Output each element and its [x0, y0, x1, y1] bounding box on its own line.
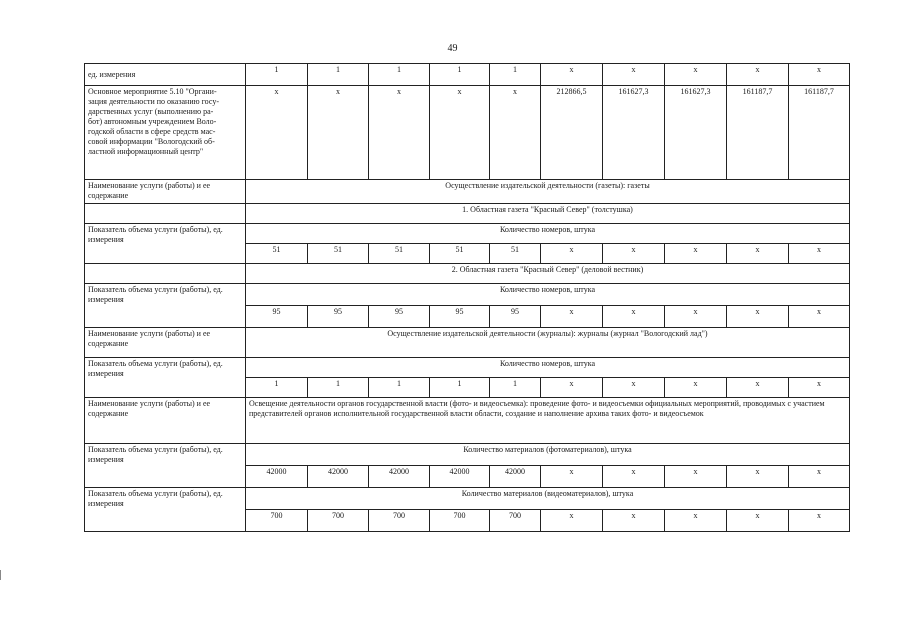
value-cell: x: [603, 378, 665, 398]
value-cell: x: [727, 64, 789, 86]
value-cell: 161627,3: [665, 86, 727, 180]
service-row-newspapers: [85, 180, 850, 204]
value-cell: x: [308, 86, 369, 180]
value-cell: x: [665, 64, 727, 86]
photo-indicator-row: [85, 444, 850, 466]
value-cell: 1: [308, 378, 369, 398]
value-cell: x: [789, 378, 850, 398]
value-cell: x: [665, 510, 727, 532]
service-text: Осуществление издательской деятельности (журналы): журналы (журнал "Вологодский лад"): [246, 328, 850, 358]
service-label: Наименование услуги (работы) и ее содержание: [85, 328, 246, 358]
indicator-text: Количество материалов (видеоматериалов), штука: [246, 488, 850, 510]
value-cell: 161187,7: [789, 86, 850, 180]
value-cell: 1: [369, 64, 430, 86]
unit-row: [85, 64, 850, 86]
value-cell: 1: [490, 378, 541, 398]
indicator-label: Показатель объема услуги (работы), ед. измерения: [85, 224, 246, 264]
value-cell: 42000: [246, 466, 308, 488]
value-cell: 1: [490, 64, 541, 86]
value-cell: 1: [308, 64, 369, 86]
value-cell: 95: [490, 306, 541, 328]
service-label: Наименование услуги (работы) и ее содержание: [85, 398, 246, 444]
value-cell: 161627,3: [603, 86, 665, 180]
value-cell: x: [369, 86, 430, 180]
value-cell: x: [603, 306, 665, 328]
value-cell: x: [603, 466, 665, 488]
video-indicator-row: [85, 488, 850, 510]
service-text: Осуществление издательской деятельности (газеты): газеты: [246, 180, 850, 204]
value-cell: 51: [308, 244, 369, 264]
value-cell: x: [246, 86, 308, 180]
program-table: [84, 63, 850, 532]
value-cell: 700: [430, 510, 490, 532]
value-cell: x: [541, 378, 603, 398]
indicator-text: Количество материалов (фотоматериалов), штука: [246, 444, 850, 466]
value-cell: 95: [308, 306, 369, 328]
value-cell: x: [789, 466, 850, 488]
value-cell: x: [541, 306, 603, 328]
newspaper-2-title: 2. Областная газета "Красный Север" (деловой вестник): [246, 264, 850, 284]
indicator-label: Показатель объема услуги (работы), ед. измерения: [85, 284, 246, 328]
journal-indicator-row: [85, 358, 850, 378]
value-cell: x: [665, 306, 727, 328]
value-cell: 161187,7: [727, 86, 789, 180]
value-cell: 95: [369, 306, 430, 328]
value-cell: x: [541, 466, 603, 488]
value-cell: x: [430, 86, 490, 180]
value-cell: x: [665, 244, 727, 264]
value-cell: x: [665, 466, 727, 488]
value-cell: x: [665, 378, 727, 398]
value-cell: x: [789, 244, 850, 264]
value-cell: 700: [246, 510, 308, 532]
value-cell: x: [727, 244, 789, 264]
value-cell: 42000: [430, 466, 490, 488]
value-cell: 42000: [490, 466, 541, 488]
main-event-row: [85, 86, 850, 180]
page-number: 49: [447, 43, 458, 54]
value-cell: 51: [246, 244, 308, 264]
empty-label: [85, 264, 246, 284]
empty-label: [85, 204, 246, 224]
service-row-journals: [85, 328, 850, 358]
value-cell: x: [727, 378, 789, 398]
value-cell: 212866,5: [541, 86, 603, 180]
value-cell: x: [603, 64, 665, 86]
value-cell: x: [727, 510, 789, 532]
indicator-text: Количество номеров, штука: [246, 224, 850, 244]
value-cell: 51: [369, 244, 430, 264]
value-cell: x: [490, 86, 541, 180]
value-cell: x: [541, 244, 603, 264]
value-cell: x: [727, 306, 789, 328]
value-cell: 1: [430, 64, 490, 86]
value-cell: x: [789, 64, 850, 86]
indicator-text: Количество номеров, штука: [246, 284, 850, 306]
scan-edge-mark: [0, 570, 4, 580]
value-cell: 42000: [369, 466, 430, 488]
value-cell: 700: [490, 510, 541, 532]
service-label: Наименование услуги (работы) и ее содержание: [85, 180, 246, 204]
value-cell: 1: [246, 378, 308, 398]
value-cell: 42000: [308, 466, 369, 488]
value-cell: 700: [369, 510, 430, 532]
value-cell: 1: [369, 378, 430, 398]
value-cell: 700: [308, 510, 369, 532]
service-row-photo-video: [85, 398, 850, 444]
indicator-label: Показатель объема услуги (работы), ед. измерения: [85, 358, 246, 398]
newspaper-1-title-row: [85, 204, 850, 224]
value-cell: 95: [246, 306, 308, 328]
value-cell: x: [789, 510, 850, 532]
value-cell: 51: [490, 244, 541, 264]
value-cell: x: [727, 466, 789, 488]
indicator-label: Показатель объема услуги (работы), ед. измерения: [85, 488, 246, 532]
value-cell: 1: [430, 378, 490, 398]
value-cell: 51: [430, 244, 490, 264]
value-cell: x: [603, 510, 665, 532]
service-text: Освещение деятельности органов государственной власти (фото- и видеосъемка): проведение фото- и видеосъемки официальных мероприятий, проводимых с участием представителей органов исполнительной государственной власти области, создание и наполнение архива таких фото- и видеосъемок: [246, 398, 850, 444]
value-cell: x: [541, 64, 603, 86]
newspaper-2-title-row: [85, 264, 850, 284]
value-cell: x: [789, 306, 850, 328]
indicator-label: Показатель объема услуги (работы), ед. измерения: [85, 444, 246, 488]
value-cell: 95: [430, 306, 490, 328]
main-event-label: Основное мероприятие 5.10 "Органи- зация деятельности по оказанию госу- дарственных услуг (выполнению ра- бот) автономным учреждением Воло- годской области в сфере средств мас- совой информации "Вологодский об- ластной информационный центр": [85, 86, 246, 180]
indicator-text: Количество номеров, штука: [246, 358, 850, 378]
newspaper-1-indicator-row: [85, 224, 850, 244]
newspaper-2-indicator-row: [85, 284, 850, 306]
row-label: ед. измерения: [85, 64, 246, 86]
value-cell: x: [541, 510, 603, 532]
value-cell: 1: [246, 64, 308, 86]
newspaper-1-title: 1. Областная газета "Красный Север" (толстушка): [246, 204, 850, 224]
value-cell: x: [603, 244, 665, 264]
